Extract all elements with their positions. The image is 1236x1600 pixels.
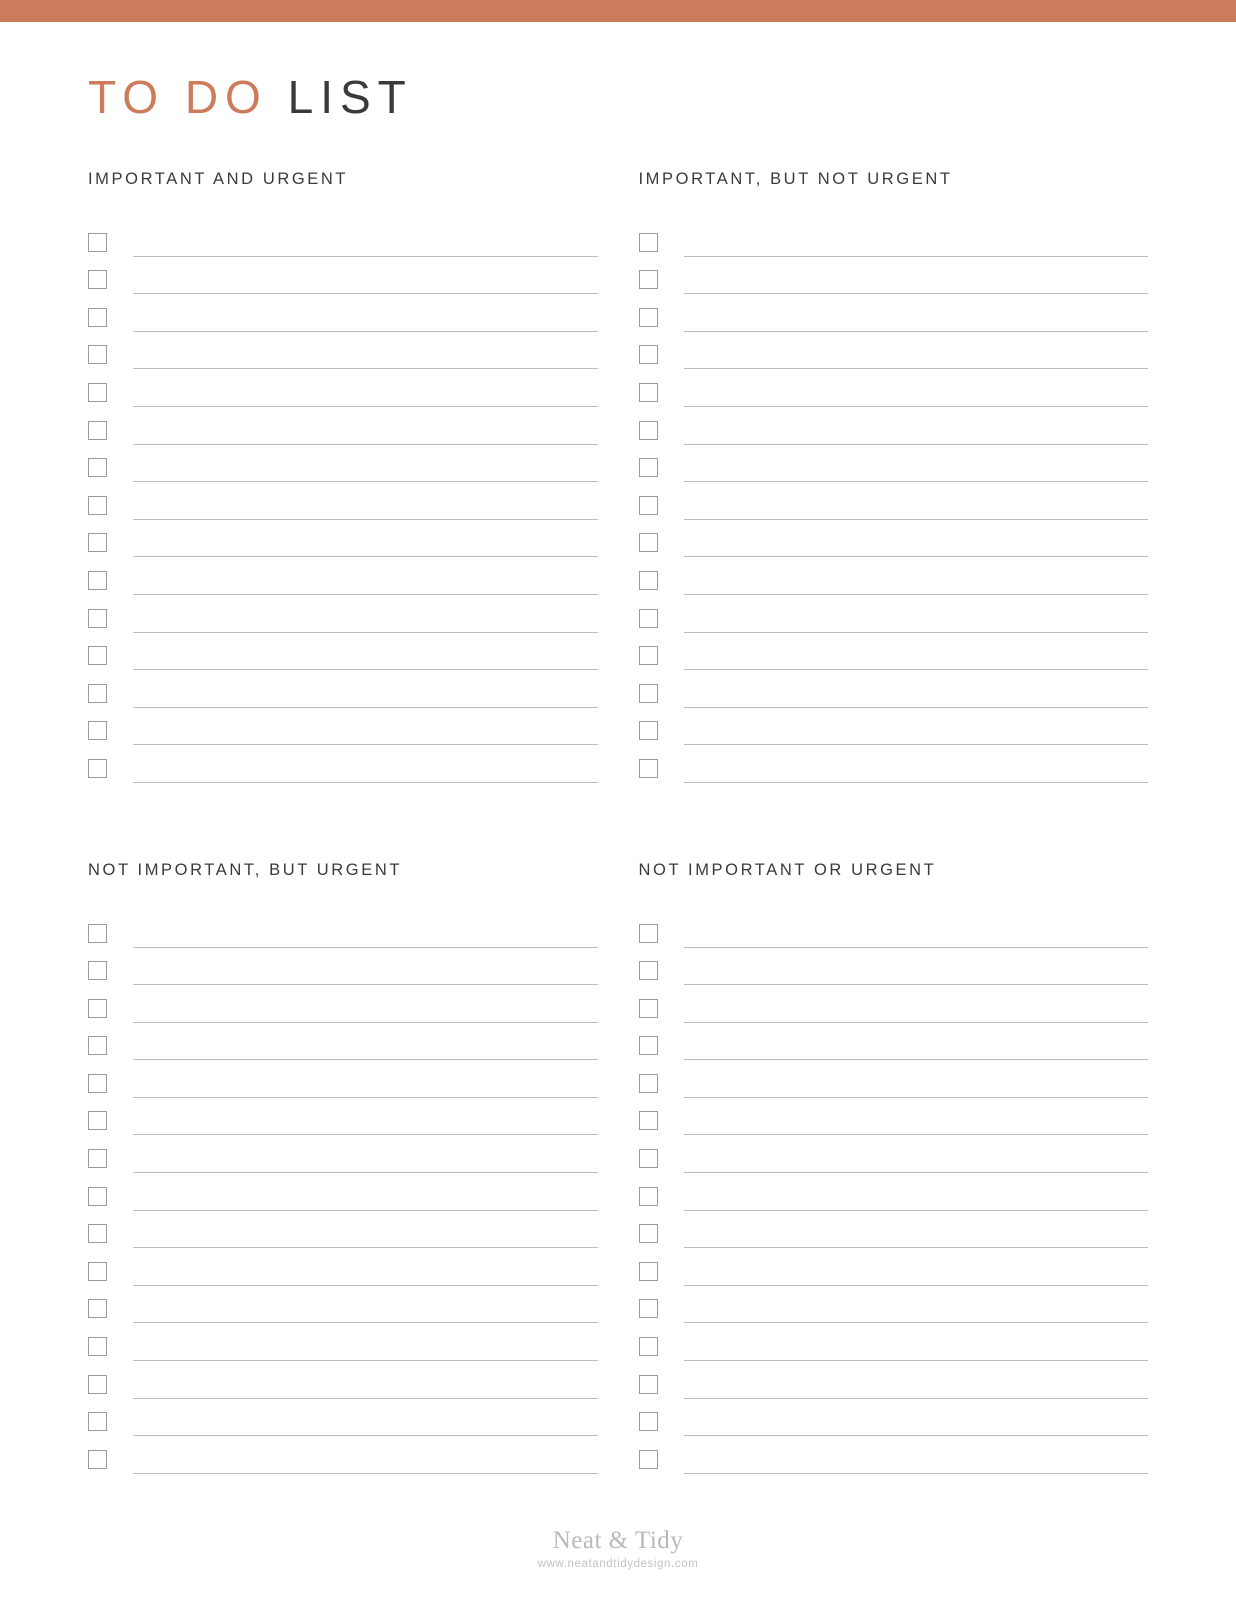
checkbox-icon[interactable] [639,759,658,778]
checkbox-icon[interactable] [88,759,107,778]
checkbox-icon[interactable] [639,1036,658,1055]
checkbox-icon[interactable] [639,533,658,552]
checkbox-icon[interactable] [639,1074,658,1093]
write-line[interactable] [133,1360,598,1361]
write-line[interactable] [133,1210,598,1211]
write-line[interactable] [133,1285,598,1286]
write-line[interactable] [133,1435,598,1436]
checkbox-icon[interactable] [639,999,658,1018]
checkbox-icon[interactable] [88,1375,107,1394]
checkbox-icon[interactable] [88,1187,107,1206]
list-item[interactable] [88,1286,598,1324]
page-title [88,22,1148,124]
checkbox-icon[interactable] [88,1299,107,1318]
write-line[interactable] [684,481,1149,482]
write-line[interactable] [684,744,1149,745]
write-line[interactable] [684,556,1149,557]
checkbox-icon[interactable] [639,496,658,515]
checkbox-icon[interactable] [88,1036,107,1055]
write-line[interactable] [133,707,598,708]
checkbox-icon[interactable] [88,270,107,289]
write-line[interactable] [684,1398,1149,1399]
list-item[interactable] [639,294,1149,332]
checkbox-icon[interactable] [639,609,658,628]
list-item[interactable] [639,1248,1149,1286]
write-line[interactable] [133,744,598,745]
write-line[interactable] [133,293,598,294]
list-item[interactable] [639,257,1149,295]
checkbox-icon[interactable] [639,571,658,590]
write-line[interactable] [133,444,598,445]
write-line[interactable] [684,947,1149,948]
list-item[interactable] [639,369,1149,407]
list-item[interactable] [88,1211,598,1249]
checkbox-icon[interactable] [639,1111,658,1130]
checkbox-icon[interactable] [88,233,107,252]
write-line[interactable] [684,1473,1149,1474]
quadrant-title: NOT IMPORTANT, BUT URGENT [88,860,403,879]
list-item[interactable] [88,332,598,370]
list-item[interactable] [639,332,1149,370]
checkbox-icon[interactable] [639,1149,658,1168]
write-line[interactable] [684,1097,1149,1098]
write-line[interactable] [133,669,598,670]
list-item[interactable] [88,1248,598,1286]
list-item[interactable] [639,1436,1149,1474]
checkbox-icon[interactable] [639,1412,658,1431]
write-line[interactable] [684,1360,1149,1361]
list-item[interactable] [88,1173,598,1211]
checklist-rows [639,219,1149,783]
page-title-accent: TO DO [88,71,268,123]
checkbox-icon[interactable] [639,646,658,665]
list-item[interactable] [639,708,1149,746]
checkbox-icon[interactable] [88,961,107,980]
quadrant-important-not-urgent [639,170,1149,783]
checkbox-icon[interactable] [88,684,107,703]
quadrant-important-and-urgent [88,170,598,783]
list-item[interactable] [639,985,1149,1023]
list-item[interactable] [88,985,598,1023]
checkbox-icon[interactable] [639,1337,658,1356]
write-line[interactable] [133,1134,598,1135]
checkbox-icon[interactable] [639,383,658,402]
write-line[interactable] [133,1322,598,1323]
checkbox-icon[interactable] [88,721,107,740]
write-line[interactable] [684,444,1149,445]
write-line[interactable] [684,1022,1149,1023]
checkbox-icon[interactable] [639,684,658,703]
write-line[interactable] [133,481,598,482]
list-item[interactable] [639,520,1149,558]
checkbox-icon[interactable] [88,421,107,440]
list-item[interactable] [639,1023,1149,1061]
checkbox-icon[interactable] [88,609,107,628]
list-item[interactable] [88,369,598,407]
checkbox-icon[interactable] [639,1375,658,1394]
write-line[interactable] [133,632,598,633]
checkbox-icon[interactable] [88,1337,107,1356]
checkbox-icon[interactable] [88,1450,107,1469]
list-item[interactable] [639,445,1149,483]
list-item[interactable] [639,482,1149,520]
list-item[interactable] [639,670,1149,708]
write-line[interactable] [133,1022,598,1023]
list-item[interactable] [88,1135,598,1173]
write-line[interactable] [684,406,1149,407]
write-line[interactable] [684,669,1149,670]
list-item[interactable] [88,1060,598,1098]
list-item[interactable] [88,595,598,633]
list-item[interactable] [639,407,1149,445]
checkbox-icon[interactable] [639,1224,658,1243]
list-item[interactable] [639,1211,1149,1249]
write-line[interactable] [684,1059,1149,1060]
list-item[interactable] [88,1436,598,1474]
checkbox-icon[interactable] [639,1299,658,1318]
write-line[interactable] [684,1322,1149,1323]
checkbox-icon[interactable] [88,1262,107,1281]
list-item[interactable] [88,910,598,948]
list-item[interactable] [639,219,1149,257]
write-line[interactable] [684,331,1149,332]
list-item[interactable] [88,445,598,483]
checkbox-icon[interactable] [639,308,658,327]
checkbox-icon[interactable] [639,961,658,980]
checkbox-icon[interactable] [639,1450,658,1469]
checkbox-icon[interactable] [88,571,107,590]
checkbox-icon[interactable] [639,458,658,477]
write-line[interactable] [684,594,1149,595]
list-item[interactable] [639,745,1149,783]
list-item[interactable] [88,670,598,708]
list-item[interactable] [639,1060,1149,1098]
quadrant-title: IMPORTANT, BUT NOT URGENT [638,170,953,188]
write-line[interactable] [133,331,598,332]
write-line[interactable] [684,707,1149,708]
list-item[interactable] [88,1023,598,1061]
write-line[interactable] [684,984,1149,985]
checkbox-icon[interactable] [88,383,107,402]
checklist-rows [639,910,1149,1474]
list-item[interactable] [639,1399,1149,1437]
list-item[interactable] [88,219,598,257]
checkbox-icon[interactable] [88,496,107,515]
checkbox-icon[interactable] [639,1262,658,1281]
checkbox-icon[interactable] [639,421,658,440]
write-line[interactable] [684,1172,1149,1173]
list-item[interactable] [88,557,598,595]
page-content [0,22,1236,1600]
list-item[interactable] [639,948,1149,986]
list-item[interactable] [639,1098,1149,1136]
list-item[interactable] [88,1323,598,1361]
list-item[interactable] [639,1173,1149,1211]
list-item[interactable] [639,1323,1149,1361]
write-line[interactable] [133,1473,598,1474]
checkbox-icon[interactable] [639,1187,658,1206]
write-line[interactable] [133,256,598,257]
footer-url[interactable]: www.neatandtidydesign.com [537,1558,699,1570]
quadrant-not-important-but-urgent [88,861,598,1474]
list-item[interactable] [639,1361,1149,1399]
list-item[interactable] [88,294,598,332]
list-item[interactable] [88,948,598,986]
top-accent-bar [0,0,1236,22]
checklist-rows [88,219,598,783]
write-line[interactable] [133,406,598,407]
list-item[interactable] [88,745,598,783]
write-line[interactable] [133,1059,598,1060]
checkbox-icon[interactable] [639,270,658,289]
list-item[interactable] [88,633,598,671]
write-line[interactable] [684,1285,1149,1286]
write-line[interactable] [133,1097,598,1098]
checkbox-icon[interactable] [88,646,107,665]
quadrant-not-important-or-urgent [639,861,1149,1474]
write-line[interactable] [684,1210,1149,1211]
quadrant-grid [88,170,1148,1474]
write-line[interactable] [684,256,1149,257]
write-line[interactable] [133,1247,598,1248]
list-item[interactable] [639,595,1149,633]
checkbox-icon[interactable] [639,233,658,252]
page-footer [0,1527,1236,1570]
footer-brand: Neat & Tidy [552,1527,684,1554]
quadrant-title: IMPORTANT AND URGENT [88,170,349,188]
checkbox-icon[interactable] [88,1074,107,1093]
quadrant-title: NOT IMPORTANT OR URGENT [638,860,937,879]
write-line[interactable] [133,594,598,595]
checkbox-icon[interactable] [88,1412,107,1431]
write-line[interactable] [684,1134,1149,1135]
write-line[interactable] [684,1247,1149,1248]
checkbox-icon[interactable] [639,721,658,740]
checkbox-icon[interactable] [88,999,107,1018]
list-item[interactable] [88,520,598,558]
list-item[interactable] [88,482,598,520]
write-line[interactable] [133,556,598,557]
write-line[interactable] [133,1172,598,1173]
write-line[interactable] [684,293,1149,294]
checkbox-icon[interactable] [88,345,107,364]
write-line[interactable] [684,632,1149,633]
write-line[interactable] [684,368,1149,369]
list-item[interactable] [639,557,1149,595]
list-item[interactable] [639,633,1149,671]
checkbox-icon[interactable] [88,1224,107,1243]
write-line[interactable] [684,1435,1149,1436]
write-line[interactable] [133,947,598,948]
checkbox-icon[interactable] [88,1149,107,1168]
list-item[interactable] [88,407,598,445]
list-item[interactable] [88,1399,598,1437]
write-line[interactable] [133,519,598,520]
write-line[interactable] [684,519,1149,520]
checkbox-icon[interactable] [639,924,658,943]
list-item[interactable] [88,257,598,295]
list-item[interactable] [639,910,1149,948]
checkbox-icon[interactable] [639,345,658,364]
checkbox-icon[interactable] [88,308,107,327]
list-item[interactable] [639,1286,1149,1324]
checkbox-icon[interactable] [88,458,107,477]
write-line[interactable] [133,1398,598,1399]
write-line[interactable] [684,782,1149,783]
checkbox-icon[interactable] [88,1111,107,1130]
write-line[interactable] [133,782,598,783]
write-line[interactable] [133,984,598,985]
list-item[interactable] [88,708,598,746]
list-item[interactable] [88,1098,598,1136]
page-title-rest: LIST [287,71,413,123]
checklist-rows [88,910,598,1474]
checkbox-icon[interactable] [88,924,107,943]
list-item[interactable] [639,1135,1149,1173]
list-item[interactable] [88,1361,598,1399]
checkbox-icon[interactable] [88,533,107,552]
write-line[interactable] [133,368,598,369]
